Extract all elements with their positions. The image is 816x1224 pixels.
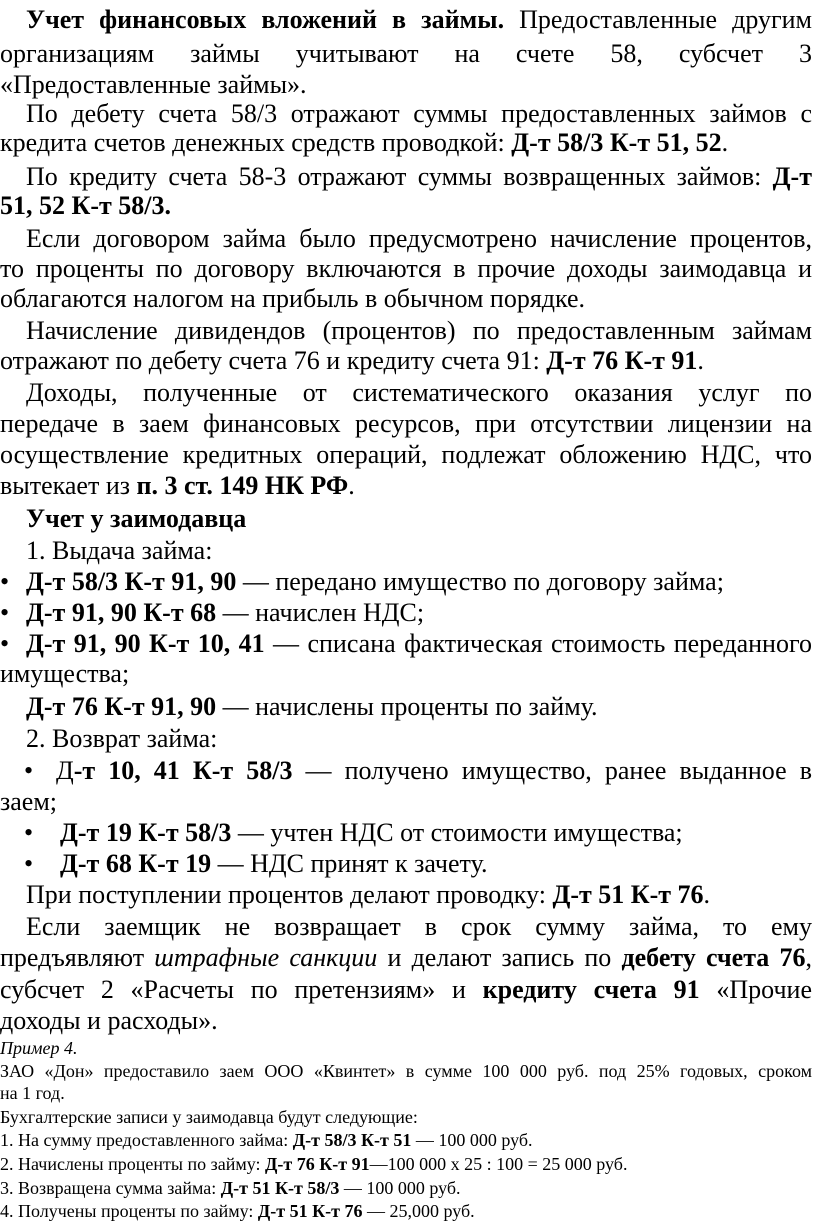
- example-item-amount: — 100 000 руб.: [411, 1130, 533, 1150]
- tax-code-ref: п. 3 ст. 149 НК РФ: [136, 471, 349, 500]
- example-item-3: [0, 1177, 461, 1199]
- return-bullet-2: [0, 818, 683, 848]
- issue-heading: 1. Выдача займа:: [26, 536, 213, 565]
- example-item-amount: — 25,000 руб.: [362, 1201, 475, 1221]
- para-4-line-1: Если договором займа было предусмотрено начисление процентов,: [26, 224, 812, 253]
- example-item-bold: Д-т 51 К-т 76: [257, 1201, 363, 1221]
- issue-bullet-1: [0, 567, 724, 597]
- entry-dt76-kt91: Д-т 76 К-т 91: [546, 346, 698, 375]
- issue-bullet-2: [0, 598, 424, 628]
- entry-bold: Д-т 76 К-т 91, 90: [26, 692, 217, 721]
- para-8-bold: кредиту счета 91: [482, 975, 700, 1004]
- example-item-bold: Д-т 58/3 К-т 51: [292, 1130, 412, 1150]
- punct: .: [348, 471, 355, 500]
- section-title-text: Учет у заимодавца: [26, 504, 247, 533]
- para-7-text: При поступлении процентов делают проводку:: [26, 880, 553, 909]
- example-title: [0, 1037, 77, 1059]
- para-8-bold: дебету счета 76: [621, 943, 806, 972]
- para-3-line-2: [0, 191, 171, 221]
- para-6-line-4: [0, 471, 355, 501]
- punct: .: [703, 880, 711, 909]
- punct: .: [721, 128, 729, 157]
- para-1-line-3: «Предоставленные займы».: [0, 70, 307, 99]
- para-5-text: отражают по дебету счета 76 и кредиту счета 91:: [0, 346, 547, 375]
- punct: ,: [805, 943, 812, 972]
- para-1-line-2: организациям займы учитывают на счете 58, субсчет 3: [0, 39, 812, 68]
- entry-text: — получено имущество, ранее выданное в: [292, 756, 812, 785]
- entry-dt51-kt76: Д-т 51 К-т 76: [552, 880, 704, 909]
- para-7: [26, 880, 710, 910]
- para-5-line-1: Начисление дивидендов (процентов) по предоставленным займам: [26, 316, 812, 345]
- bullet-marker: •: [24, 818, 34, 847]
- para-8-line-3: [0, 975, 812, 1005]
- para-2-line-2: [0, 128, 728, 158]
- return-bullet-1: [0, 756, 812, 786]
- example-line-1: ЗАО «Дон» предоставило заем ООО «Квинтет» в сумме 100 000 руб. под 25% годовых, сроком: [0, 1061, 812, 1081]
- entry-dt51-kt58: 51, 52 К-т 58/3.: [0, 191, 172, 220]
- para-2-line-1: По дебету счета 58/3 отражают суммы предоставленных займов с: [26, 99, 812, 128]
- example-item-2: [0, 1153, 627, 1175]
- example-line-3: Бухгалтерские записи у заимодавца будут следующие:: [0, 1107, 418, 1127]
- para-8-line-2: [0, 943, 812, 973]
- para-8-line-4: доходы и расходы».: [0, 1006, 218, 1035]
- para-6-line-1: Доходы, полученные от систематического оказания услуг по: [26, 378, 812, 407]
- entry-text: — НДС принят к зачету.: [211, 849, 488, 878]
- bullet-marker: •: [24, 756, 34, 785]
- para-8-text: и делают запись по: [377, 943, 622, 972]
- bullet-marker: •: [0, 567, 10, 596]
- punct: .: [697, 346, 704, 375]
- para-8-text: предъявляют: [0, 943, 155, 972]
- entry-text: — передано имущество по договору займа;: [236, 567, 724, 596]
- para-6-text: вытекает из: [0, 471, 137, 500]
- entry-prefix: Д: [56, 756, 74, 785]
- return-heading: 2. Возврат займа:: [26, 724, 218, 753]
- entry-dt58-kt51: Д-т 58/3 К-т 51, 52: [511, 128, 722, 157]
- para-2-text: кредита счетов денежных средств проводкой:: [0, 128, 512, 157]
- para-3-bold: Д-т: [772, 162, 812, 191]
- example-item-text: 3. Возвращена сумма займа:: [0, 1178, 221, 1198]
- entry-bold: Д-т 91, 90 К-т 10, 41: [26, 629, 265, 658]
- issue-bullet-3-line-2: имущества;: [0, 659, 130, 688]
- example-item-amount: —100 000 х 25 : 100 = 25 000 руб.: [369, 1154, 628, 1174]
- entry-text: — списана фактическая стоимость переданного: [264, 629, 812, 658]
- para-8-line-1: Если заемщик не возвращает в срок сумму займа, то ему: [26, 912, 812, 941]
- entry-bold: Д-т 68 К-т 19: [60, 849, 212, 878]
- entry-text: — учтен НДС от стоимости имущества;: [231, 818, 683, 847]
- para-6-line-3: осуществление кредитных операций, подлежат обложению НДС, что: [0, 440, 812, 469]
- example-item-amount: — 100 000 руб.: [339, 1178, 461, 1198]
- example-title-text: Пример 4.: [0, 1038, 78, 1058]
- para-1-heading: Учет финансовых вложений в займы.: [26, 5, 505, 34]
- para-3-line-1: [26, 162, 812, 192]
- example-item-4: [0, 1200, 475, 1222]
- para-6-line-2: передаче в заем финансовых ресурсов, при отсутствии лицензии на: [0, 409, 812, 438]
- example-line-2: на 1 год.: [0, 1083, 65, 1103]
- para-3-text: По кредиту счета 58-3 отражают суммы возвращенных займов:: [26, 162, 773, 191]
- para-4-line-2: то проценты по договору включаются в прочие доходы заимодавца и: [0, 254, 812, 283]
- example-item-text: 4. Получены проценты по займу:: [0, 1201, 258, 1221]
- para-1-text: Предоставленные другим: [504, 5, 813, 34]
- para-8-text: субсчет 2 «Расчеты по претензиям» и: [0, 975, 483, 1004]
- para-8-italic: штрафные санкции: [154, 943, 378, 972]
- return-bullet-3: [0, 849, 487, 879]
- entry-bold: Д-т 58/3 К-т 91, 90: [26, 567, 237, 596]
- bullet-marker: •: [24, 849, 34, 878]
- para-4-line-3: облагаются налогом на прибыль в обычном порядке.: [0, 284, 586, 313]
- example-item-text: 1. На сумму предоставленного займа:: [0, 1130, 293, 1150]
- issue-bullet-3: [0, 629, 812, 659]
- example-item-bold: Д-т 76 К-т 91: [265, 1154, 370, 1174]
- entry-bold: -т 10, 41 К-т 58/3: [73, 756, 293, 785]
- entry-text: — начислены проценты по займу.: [216, 692, 598, 721]
- entry-bold: Д-т 91, 90 К-т 68: [26, 598, 217, 627]
- bullet-marker: •: [0, 598, 10, 627]
- bullet-marker: •: [0, 629, 10, 658]
- example-item-1: [0, 1129, 533, 1151]
- example-item-text: 2. Начислены проценты по займу:: [0, 1154, 266, 1174]
- section-title: [26, 504, 246, 534]
- issue-line-interest: [26, 692, 598, 722]
- entry-bold: Д-т 19 К-т 58/3: [60, 818, 232, 847]
- para-8-text: «Прочие: [699, 975, 812, 1004]
- example-item-bold: Д-т 51 К-т 58/3: [220, 1178, 340, 1198]
- return-bullet-1-line-2: заем;: [0, 787, 58, 816]
- para-1-line-1: [4, 5, 812, 35]
- para-5-line-2: [0, 346, 704, 376]
- entry-text: — начислен НДС;: [216, 598, 425, 627]
